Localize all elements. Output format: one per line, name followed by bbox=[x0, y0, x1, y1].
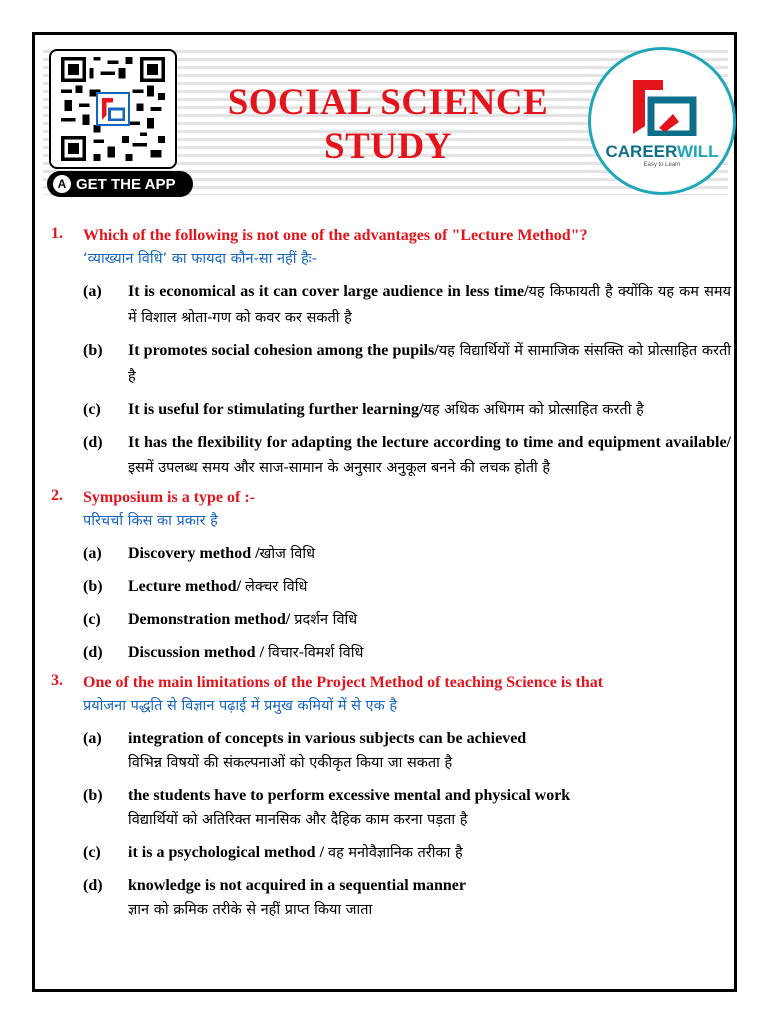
title-line-1: SOCIAL SCIENCE bbox=[227, 82, 549, 123]
question-text-hi: प्रयोजना पद्धति से विज्ञान पढ़ाई में प्रमुख कमियों में से एक है bbox=[83, 698, 398, 714]
option-text-en: It promotes social cohesion among the pupils/ bbox=[128, 342, 439, 359]
option-text-en: It has the flexibility for adapting the lecture according to time and equipment available/ bbox=[128, 434, 731, 451]
option-key: (d) bbox=[83, 877, 103, 894]
logo-text-career: CAREER bbox=[605, 142, 677, 161]
option-key: (a) bbox=[83, 283, 102, 300]
qr-code-icon bbox=[57, 57, 169, 161]
option-text-hi: वह मनोवैज्ञानिक तरीका है bbox=[328, 845, 463, 861]
option-b bbox=[43, 574, 731, 600]
careerwill-logo-icon bbox=[629, 76, 699, 136]
option-c bbox=[43, 607, 731, 633]
option-d bbox=[43, 640, 731, 666]
question-number: 2. bbox=[51, 487, 63, 504]
option-text-hi: विभिन्न विषयों की संकल्पनाओं को एकीकृत किया जा सकता है bbox=[128, 755, 453, 771]
question-2 bbox=[43, 487, 731, 666]
question-number: 1. bbox=[51, 225, 63, 242]
option-text-hi: ज्ञान को क्रमिक तरीके से नहीं प्राप्त किया जाता bbox=[128, 902, 373, 918]
get-the-app-button[interactable] bbox=[47, 171, 193, 197]
question-text-hi: परिचर्चा किस का प्रकार है bbox=[83, 513, 218, 529]
option-text-en: it is a psychological method / bbox=[128, 844, 329, 861]
option-a bbox=[43, 726, 731, 776]
page-title bbox=[193, 81, 583, 169]
option-key: (b) bbox=[83, 578, 103, 595]
logo-text-will: WILL bbox=[676, 142, 719, 161]
option-text-en: Discovery method / bbox=[128, 545, 260, 562]
question-text-en: One of the main limitations of the Project Method of teaching Science is that bbox=[83, 674, 604, 691]
option-b bbox=[43, 338, 731, 390]
option-c bbox=[43, 397, 731, 423]
option-text-en: integration of concepts in various subjects can be achieved bbox=[128, 730, 527, 747]
app-icon: A bbox=[53, 175, 71, 193]
option-key: (d) bbox=[83, 644, 103, 661]
option-text-hi: विद्यार्थियों को अतिरिक्त मानसिक और दैहिक काम करना पड़ता है bbox=[128, 812, 468, 828]
option-key: (b) bbox=[83, 787, 103, 804]
question-3 bbox=[43, 672, 731, 923]
option-text-hi: इसमें उपलब्ध समय और साज-सामान के अनुसार अनुकूल बनने की लचक होती है bbox=[128, 460, 551, 476]
option-text-en: Lecture method/ bbox=[128, 578, 246, 595]
question-number: 3. bbox=[51, 672, 63, 689]
logo-text bbox=[591, 142, 733, 162]
option-text-hi: लेक्चर विधि bbox=[245, 579, 308, 595]
option-b bbox=[43, 783, 731, 833]
header-banner bbox=[43, 41, 728, 215]
careerwill-logo bbox=[588, 47, 736, 195]
question-text-hi: ‘व्याख्यान विधि’ का फायदा कौन-सा नहीं हैः- bbox=[83, 251, 317, 267]
option-key: (c) bbox=[83, 401, 101, 418]
option-text-en: Demonstration method/ bbox=[128, 611, 295, 628]
option-key: (b) bbox=[83, 342, 103, 359]
option-text-hi: यह किफायती है क्योंकि यह कम समय में विशाल श्रोता-गण को कवर कर सकती है bbox=[128, 284, 731, 326]
option-a bbox=[43, 279, 731, 331]
option-key: (a) bbox=[83, 545, 102, 562]
logo-tagline: Easy to Learn bbox=[643, 162, 681, 168]
question-1 bbox=[43, 225, 731, 481]
option-text-en: the students have to perform excessive mental and physical work bbox=[128, 787, 571, 804]
option-key: (a) bbox=[83, 730, 102, 747]
option-key: (d) bbox=[83, 434, 103, 451]
qr-code[interactable] bbox=[49, 49, 177, 169]
get-app-label: GET THE APP bbox=[76, 175, 176, 193]
question-text-en: Which of the following is not one of the advantages of "Lecture Method"? bbox=[83, 227, 588, 244]
option-text-hi: विचार-विमर्श विधि bbox=[268, 645, 364, 661]
option-text-en: It is economical as it can cover large audience in less time/ bbox=[128, 283, 529, 300]
title-line-2: STUDY bbox=[324, 126, 452, 167]
option-text-en: It is useful for stimulating further learning/ bbox=[128, 401, 424, 418]
question-list bbox=[43, 225, 731, 923]
option-d bbox=[43, 873, 731, 923]
option-text-hi: यह विद्यार्थियों में सामाजिक संसक्ति को प्रोत्साहित करती है bbox=[128, 343, 731, 385]
option-key: (c) bbox=[83, 844, 101, 861]
option-text-hi: खोज विधि bbox=[259, 546, 316, 562]
option-text-en: knowledge is not acquired in a sequential manner bbox=[128, 877, 466, 894]
question-text-en: Symposium is a type of :- bbox=[83, 489, 256, 506]
option-c bbox=[43, 840, 731, 866]
option-key: (c) bbox=[83, 611, 101, 628]
option-text-en: Discussion method / bbox=[128, 644, 269, 661]
page-frame bbox=[32, 32, 737, 992]
option-a bbox=[43, 541, 731, 567]
option-text-hi: यह अधिक अधिगम को प्रोत्साहित करती है bbox=[423, 402, 644, 418]
option-d bbox=[43, 430, 731, 481]
option-text-hi: प्रदर्शन विधि bbox=[294, 612, 358, 628]
